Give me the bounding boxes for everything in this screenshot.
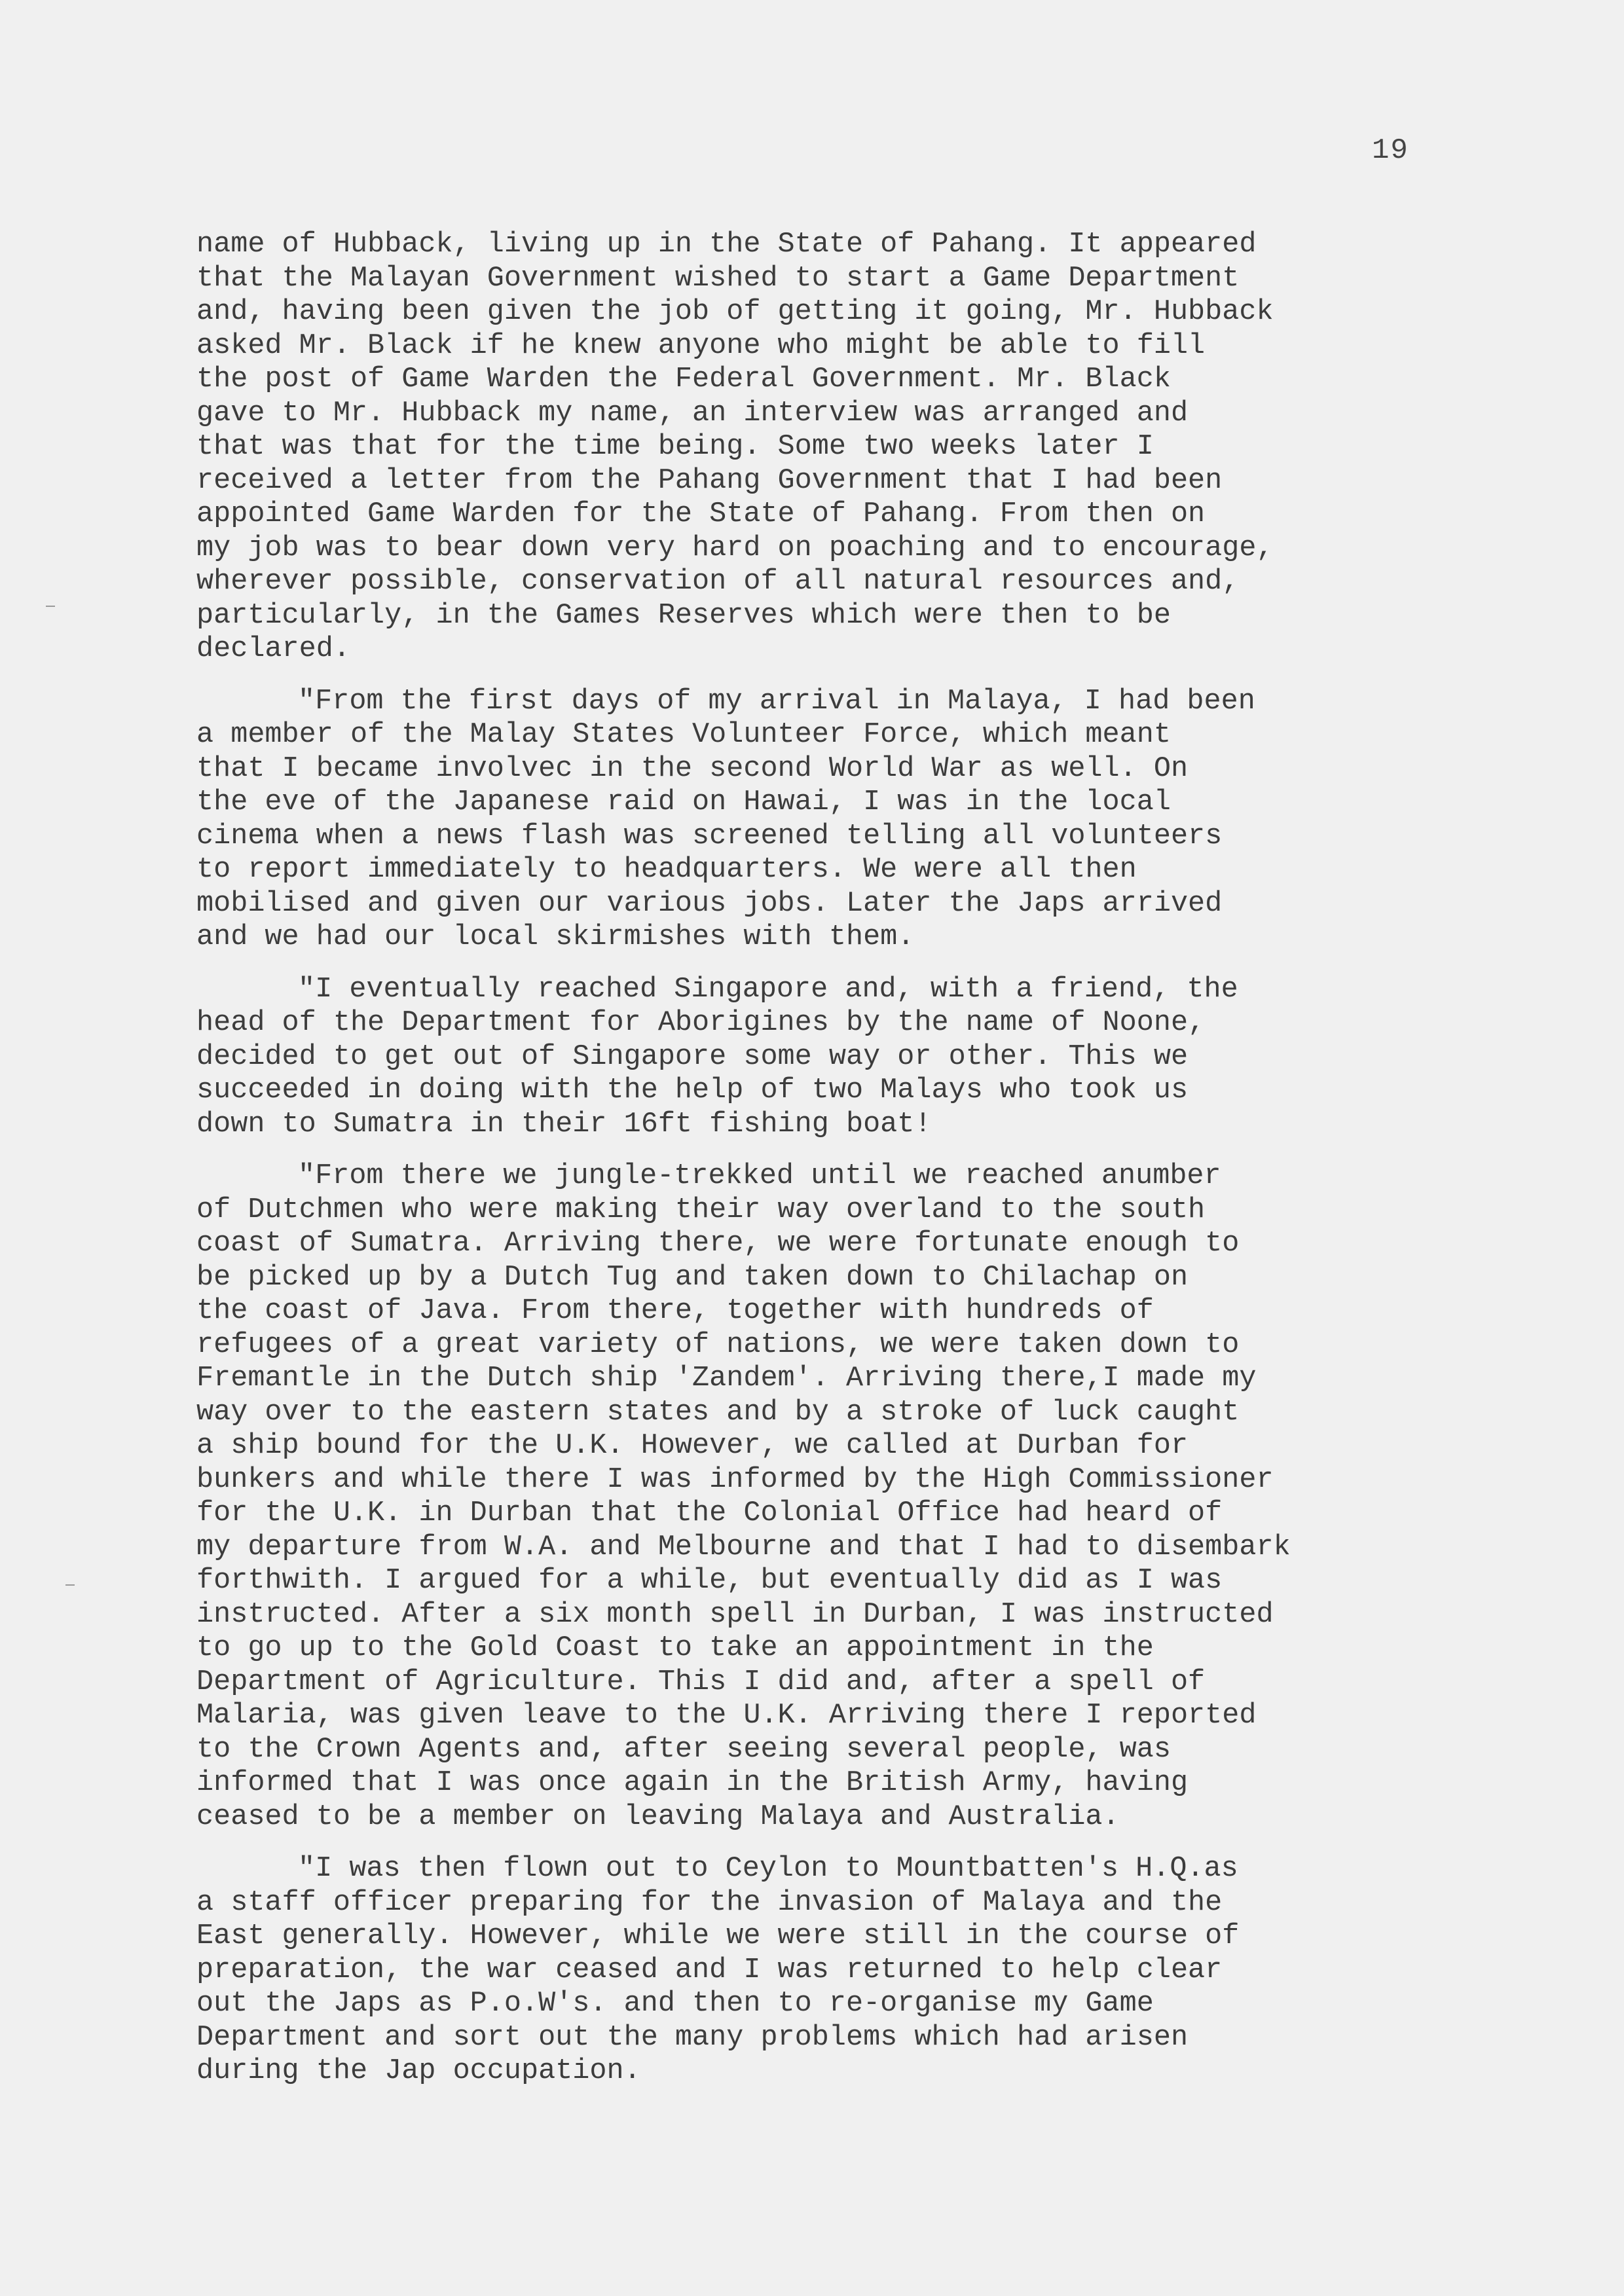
text-line: a ship bound for the U.K. However, we called at Durban for xyxy=(196,1430,1189,1462)
text-line: "I eventually reached Singapore and, with a friend, the xyxy=(298,973,1238,1006)
text-line: received a letter from the Pahang Government that I had been xyxy=(196,464,1223,497)
text-line: name of Hubback, living up in the State of Pahang. It appeared xyxy=(196,228,1257,261)
text-line: preparation, the war ceased and I was returned to help clear xyxy=(196,1954,1223,1986)
text-line: of Dutchmen who were making their way overland to the south xyxy=(196,1194,1206,1226)
text-line: wherever possible, conservation of all natural resources and, xyxy=(196,566,1240,598)
text-line: Department of Agriculture. This I did and, after a spell of xyxy=(196,1666,1206,1698)
text-line: refugees of a great variety of nations, we were taken down to xyxy=(196,1328,1240,1361)
text-line: gave to Mr. Hubback my name, an interview was arranged and xyxy=(196,397,1189,429)
margin-mark xyxy=(65,1584,75,1586)
text-line: decided to get out of Singapore some way or other. This we xyxy=(196,1040,1189,1073)
text-line: to go up to the Gold Coast to take an appointment in the xyxy=(196,1632,1154,1664)
text-line: a member of the Malay States Volunteer Force, which meant xyxy=(196,719,1171,751)
text-line: the coast of Java. From there, together with hundreds of xyxy=(196,1295,1154,1327)
text-line: East generally. However, while we were still in the course of xyxy=(196,1920,1240,1952)
text-line: coast of Sumatra. Arriving there, we were fortunate enough to xyxy=(196,1228,1240,1260)
text-line: to the Crown Agents and, after seeing several people, was xyxy=(196,1733,1171,1766)
text-line: my departure from W.A. and Melbourne and that I had to disembark xyxy=(196,1531,1291,1563)
text-line: head of the Department for Aborigines by the name of Noone, xyxy=(196,1007,1206,1039)
body-text xyxy=(196,228,1500,2107)
text-line: instructed. After a six month spell in Durban, I was instructed xyxy=(196,1598,1274,1631)
text-line: down to Sumatra in their 16ft fishing boat! xyxy=(196,1108,932,1140)
text-line: particularly, in the Games Reserves which were then to be xyxy=(196,599,1171,632)
paragraph xyxy=(196,1852,1500,2088)
paragraph xyxy=(196,973,1500,1142)
paragraph xyxy=(196,1159,1500,1834)
text-line: be picked up by a Dutch Tug and taken down to Chilachap on xyxy=(196,1261,1189,1294)
page-number: 19 xyxy=(1372,134,1409,167)
text-line: to report immediately to headquarters. We were all then xyxy=(196,854,1137,886)
text-line: that I became involvec in the second World War as well. On xyxy=(196,752,1189,785)
text-line: and, having been given the job of getting it going, Mr. Hubback xyxy=(196,296,1274,328)
text-line: ceased to be a member on leaving Malaya and Australia. xyxy=(196,1800,1120,1833)
text-line: during the Jap occupation. xyxy=(196,2055,641,2087)
margin-mark xyxy=(46,606,55,607)
text-line: and we had our local skirmishes with them. xyxy=(196,921,915,953)
text-line: my job was to bear down very hard on poaching and to encourage, xyxy=(196,532,1274,564)
text-line: cinema when a news flash was screened telling all volunteers xyxy=(196,820,1223,852)
paragraph xyxy=(196,228,1500,666)
text-line: bunkers and while there I was informed by the High Commissioner xyxy=(196,1463,1274,1496)
text-line: appointed Game Warden for the State of Pahang. From then on xyxy=(196,498,1206,530)
text-line: the post of Game Warden the Federal Government. Mr. Black xyxy=(196,363,1171,395)
text-line: "I was then flown out to Ceylon to Mountbatten's H.Q.as xyxy=(298,1853,1238,1885)
paragraph xyxy=(196,685,1500,955)
text-line: for the U.K. in Durban that the Colonial Office had heard of xyxy=(196,1497,1223,1529)
text-line: a staff officer preparing for the invasion of Malaya and the xyxy=(196,1886,1223,1919)
text-line: forthwith. I argued for a while, but eventually did as I was xyxy=(196,1565,1223,1597)
text-line: that was that for the time being. Some two weeks later I xyxy=(196,431,1154,463)
text-line: "From the first days of my arrival in Malaya, I had been xyxy=(298,685,1255,718)
text-line: out the Japs as P.o.W's. and then to re-organise my Game xyxy=(196,1988,1154,2020)
text-line: the eve of the Japanese raid on Hawai, I was in the local xyxy=(196,786,1171,818)
text-line: Malaria, was given leave to the U.K. Arriving there I reported xyxy=(196,1700,1257,1732)
text-line: that the Malayan Government wished to start a Game Department xyxy=(196,262,1240,295)
text-line: succeeded in doing with the help of two Malays who took us xyxy=(196,1074,1189,1106)
text-line: Department and sort out the many problems which had arisen xyxy=(196,2021,1189,2054)
text-line: way over to the eastern states and by a stroke of luck caught xyxy=(196,1396,1240,1429)
text-line: Fremantle in the Dutch ship 'Zandem'. Arriving there,I made my xyxy=(196,1362,1257,1394)
text-line: informed that I was once again in the British Army, having xyxy=(196,1767,1189,1799)
text-line: asked Mr. Black if he knew anyone who might be able to fill xyxy=(196,329,1206,362)
text-line: mobilised and given our various jobs. Later the Japs arrived xyxy=(196,887,1223,920)
text-line: declared. xyxy=(196,633,350,665)
text-line: "From there we jungle-trekked until we reached anumber xyxy=(298,1160,1221,1192)
